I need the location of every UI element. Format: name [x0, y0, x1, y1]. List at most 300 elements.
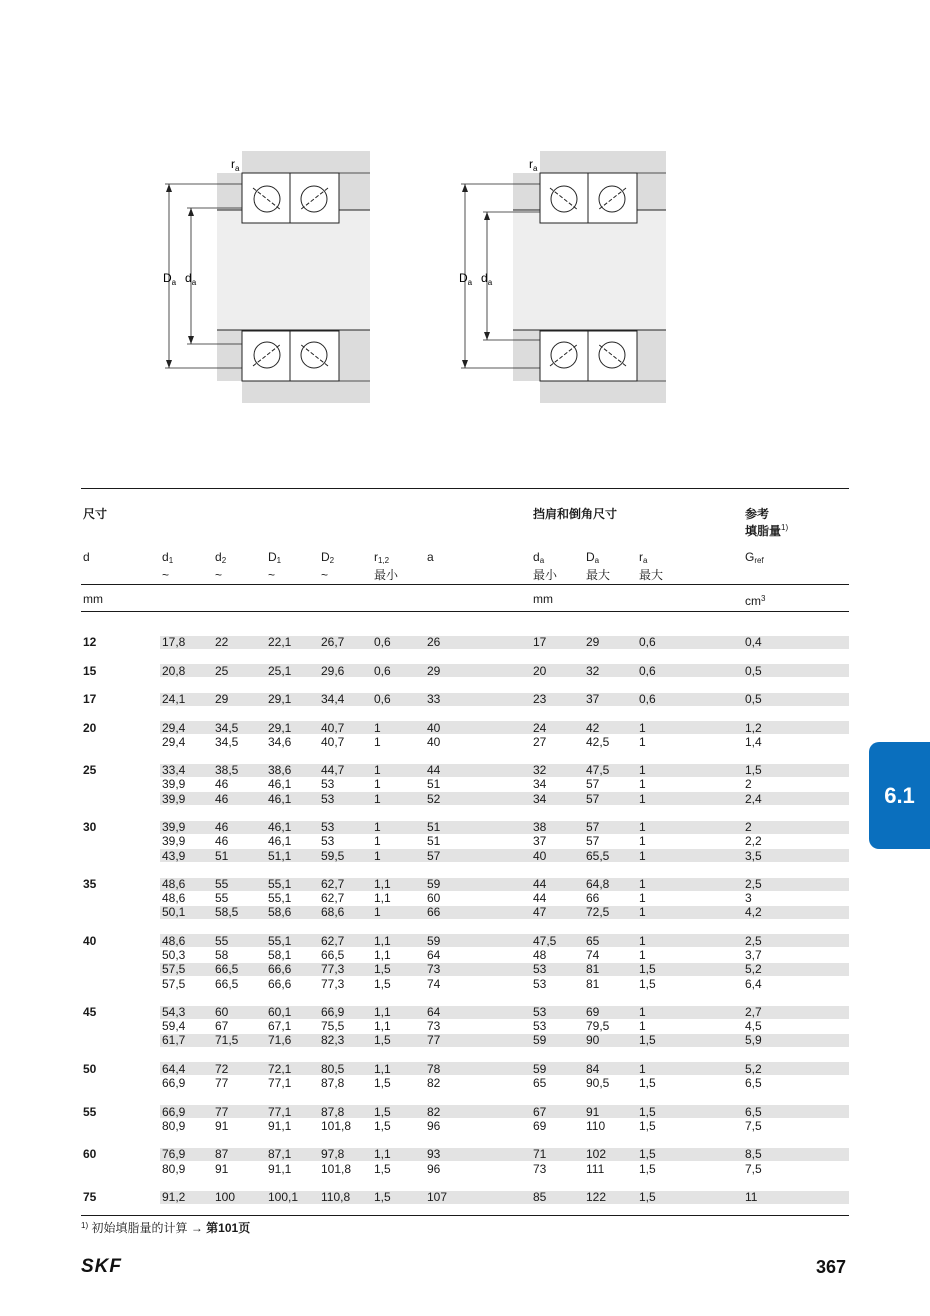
table-cell-Gref: 3 — [745, 891, 752, 906]
table-cell-D2: 53 — [321, 820, 335, 835]
bore-diameter-25: 25 — [83, 763, 97, 778]
table-cell-a: 96 — [427, 1118, 441, 1133]
table-cell-r12: 1,1 — [374, 1005, 391, 1019]
label-ra-right: $r_a$ — [529, 157, 538, 173]
table-cell-ra: 1 — [639, 933, 646, 948]
table-cell-a: 82 — [427, 1076, 441, 1091]
table-cell-D2: 101,8 — [321, 1118, 352, 1133]
table-cell-D1: 91,1 — [268, 1118, 292, 1133]
table-cell-Da: 32 — [586, 663, 600, 678]
table-cell-ra: 1,5 — [639, 1190, 656, 1204]
table-cell-d2: 72 — [215, 1061, 229, 1076]
table-cell-Gref: 3,7 — [745, 948, 762, 963]
table-cell-D1: 58,1 — [268, 948, 292, 963]
table-cell-d1: 33,4 — [162, 763, 186, 778]
table-cell-D1: 77,1 — [268, 1076, 292, 1091]
table-cell-D1: 72,1 — [268, 1061, 292, 1076]
bearing-drawing-right — [461, 151, 666, 403]
table-cell-da: 20 — [533, 663, 547, 678]
unit-rule — [81, 611, 849, 612]
table-cell-a: 73 — [427, 962, 441, 977]
table-cell-d2: 46 — [215, 791, 229, 806]
table-cell-D2: 101,8 — [321, 1161, 352, 1176]
table-cell-r12: 1,1 — [374, 1019, 391, 1034]
bore-diameter-50: 50 — [83, 1061, 97, 1076]
bore-diameter-40: 40 — [83, 933, 97, 948]
table-cell-Da: 81 — [586, 976, 600, 991]
table-cell-Da: 72,5 — [586, 905, 610, 920]
table-cell-a: 78 — [427, 1061, 441, 1076]
table-cell-d1: 24,1 — [162, 692, 186, 706]
column-header-D2: $D_2$ ~ — [321, 550, 335, 582]
table-cell-Da: 57 — [586, 791, 600, 806]
table-cell-Da: 122 — [586, 1190, 607, 1204]
table-cell-r12: 1,1 — [374, 948, 391, 963]
table-cell-ra: 0,6 — [639, 635, 656, 649]
table-cell-d1: 48,6 — [162, 933, 186, 948]
column-header-d2: $d_2$ ~ — [215, 550, 227, 582]
table-cell-da: 71 — [533, 1147, 547, 1162]
table-cell-d1: 66,9 — [162, 1076, 186, 1091]
table-cell-D1: 46,1 — [268, 820, 292, 835]
table-cell-a: 52 — [427, 791, 441, 806]
table-cell-da: 48 — [533, 948, 547, 963]
table-cell-Gref: 2,2 — [745, 834, 762, 849]
table-cell-D2: 87,8 — [321, 1076, 345, 1091]
table-cell-d1: 50,3 — [162, 948, 186, 963]
bore-diameter-15: 15 — [83, 663, 97, 678]
table-cell-d1: 76,9 — [162, 1147, 186, 1162]
table-cell-D2: 68,6 — [321, 905, 345, 920]
table-cell-Gref: 4,5 — [745, 1019, 762, 1034]
table-cell-D2: 66,9 — [321, 1005, 345, 1019]
table-cell-a: 93 — [427, 1147, 441, 1162]
table-cell-da: 53 — [533, 1005, 547, 1019]
table-cell-Da: 91 — [586, 1104, 600, 1119]
table-cell-a: 77 — [427, 1033, 441, 1048]
table-cell-ra: 1 — [639, 891, 646, 906]
table-cell-D1: 77,1 — [268, 1104, 292, 1119]
column-header-ra: $r_a$ 最大 — [639, 550, 664, 582]
column-header-Gref: $G_{ref}$ — [745, 550, 764, 565]
table-cell-da: 34 — [533, 777, 547, 792]
table-cell-d1: 64,4 — [162, 1061, 186, 1076]
label-da-right: $d_a$ — [481, 271, 493, 287]
label-Da-left: $D_a$ — [163, 271, 177, 287]
table-cell-da: 65 — [533, 1076, 547, 1091]
table-top-rule — [81, 488, 849, 489]
table-cell-a: 66 — [427, 905, 441, 920]
table-cell-da: 34 — [533, 791, 547, 806]
table-cell-d2: 87 — [215, 1147, 229, 1162]
table-cell-D1: 46,1 — [268, 834, 292, 849]
table-cell-ra: 1,5 — [639, 962, 656, 977]
bore-diameter-30: 30 — [83, 820, 97, 835]
table-cell-ra: 0,6 — [639, 663, 656, 678]
table-cell-da: 24 — [533, 720, 547, 735]
table-cell-d2: 66,5 — [215, 962, 239, 977]
table-cell-D2: 77,3 — [321, 962, 345, 977]
column-header-D1: $D_1$ ~ — [268, 550, 282, 582]
table-cell-r12: 1,5 — [374, 1190, 391, 1204]
table-cell-d2: 66,5 — [215, 976, 239, 991]
table-cell-Da: 110 — [586, 1118, 606, 1133]
table-cell-d1: 39,9 — [162, 834, 186, 849]
table-cell-ra: 1 — [639, 848, 646, 863]
table-cell-d2: 71,5 — [215, 1033, 239, 1048]
table-cell-da: 32 — [533, 763, 547, 778]
table-cell-ra: 1 — [639, 720, 646, 735]
header-rule — [81, 584, 849, 585]
bore-diameter-75: 75 — [83, 1190, 97, 1204]
table-cell-Gref: 2,4 — [745, 791, 762, 806]
table-cell-d2: 55 — [215, 877, 229, 891]
table-cell-D2: 34,4 — [321, 692, 345, 706]
table-cell-D1: 100,1 — [268, 1190, 299, 1204]
table-cell-d1: 29,4 — [162, 720, 186, 735]
table-cell-Da: 42 — [586, 720, 600, 735]
table-cell-D1: 38,6 — [268, 763, 292, 778]
table-cell-d1: 39,9 — [162, 820, 186, 835]
table-cell-d2: 38,5 — [215, 763, 239, 778]
column-header-a: a — [427, 550, 434, 564]
table-cell-da: 37 — [533, 834, 547, 849]
table-cell-da: 67 — [533, 1104, 547, 1119]
table-cell-Gref: 5,2 — [745, 962, 762, 977]
table-cell-a: 59 — [427, 877, 441, 891]
table-cell-d2: 46 — [215, 777, 229, 792]
table-cell-D2: 29,6 — [321, 663, 345, 678]
bearing-arrangement-drawings — [155, 148, 685, 410]
table-cell-D1: 34,6 — [268, 734, 292, 749]
table-cell-d1: 57,5 — [162, 962, 186, 977]
table-cell-Da: 65 — [586, 933, 600, 948]
table-cell-ra: 1 — [639, 948, 646, 963]
table-cell-a: 64 — [427, 948, 441, 963]
table-cell-a: 33 — [427, 692, 441, 706]
table-cell-r12: 1,1 — [374, 891, 391, 906]
table-cell-da: 47,5 — [533, 933, 557, 948]
table-cell-D2: 110,8 — [321, 1190, 351, 1204]
label-da-left: $d_a$ — [185, 271, 197, 287]
table-cell-a: 73 — [427, 1019, 441, 1034]
table-cell-d2: 34,5 — [215, 720, 239, 735]
table-cell-r12: 0,6 — [374, 635, 391, 649]
table-cell-ra: 1 — [639, 734, 646, 749]
table-cell-d2: 25 — [215, 663, 229, 678]
table-cell-ra: 1 — [639, 877, 646, 891]
table-cell-d1: 54,3 — [162, 1005, 186, 1019]
table-cell-ra: 1 — [639, 1005, 646, 1019]
table-cell-D1: 58,6 — [268, 905, 292, 920]
table-cell-d1: 59,4 — [162, 1019, 186, 1034]
table-cell-D1: 55,1 — [268, 933, 292, 948]
unit-reference: $cm^3$ — [745, 594, 766, 608]
table-cell-d1: 91,2 — [162, 1190, 186, 1204]
table-cell-Gref: 7,5 — [745, 1161, 762, 1176]
table-cell-D2: 40,7 — [321, 734, 345, 749]
table-cell-d2: 91 — [215, 1118, 229, 1133]
table-cell-Gref: 2,5 — [745, 933, 762, 948]
table-cell-Gref: 2 — [745, 820, 752, 835]
table-cell-a: 51 — [427, 777, 441, 792]
skf-logo: SKF — [81, 1256, 122, 1277]
footnote-link[interactable]: 第101页 — [206, 1221, 251, 1235]
table-cell-Da: 57 — [586, 820, 600, 835]
table-cell-ra: 1 — [639, 791, 646, 806]
bore-diameter-60: 60 — [83, 1147, 97, 1162]
group-grease: 填脂量$^{1)}$ — [745, 523, 789, 538]
table-cell-d1: 39,9 — [162, 777, 186, 792]
table-cell-Da: 79,5 — [586, 1019, 610, 1034]
table-cell-d2: 60 — [215, 1005, 229, 1019]
table-cell-D2: 97,8 — [321, 1147, 345, 1162]
table-cell-d1: 29,4 — [162, 734, 186, 749]
table-cell-da: 53 — [533, 976, 547, 991]
footnote: $^{1)}$ 初始填脂量的计算 → 第101页 — [81, 1221, 251, 1235]
table-cell-D2: 40,7 — [321, 720, 345, 735]
table-cell-d2: 77 — [215, 1076, 229, 1091]
table-cell-r12: 1,5 — [374, 1161, 391, 1176]
table-cell-Gref: 0,4 — [745, 635, 762, 649]
table-cell-D1: 46,1 — [268, 777, 292, 792]
table-cell-da: 38 — [533, 820, 547, 835]
table-cell-d2: 22 — [215, 635, 229, 649]
table-cell-a: 96 — [427, 1161, 441, 1176]
table-cell-d1: 48,6 — [162, 877, 186, 891]
table-cell-ra: 1 — [639, 1019, 646, 1034]
label-Da-right: $D_a$ — [459, 271, 473, 287]
table-cell-D1: 29,1 — [268, 692, 292, 706]
table-cell-Da: 42,5 — [586, 734, 610, 749]
bore-diameter-12: 12 — [83, 635, 97, 649]
table-cell-a: 107 — [427, 1190, 448, 1204]
table-cell-r12: 1 — [374, 820, 381, 835]
table-cell-ra: 1,5 — [639, 1076, 656, 1091]
table-cell-d1: 80,9 — [162, 1118, 186, 1133]
table-cell-a: 57 — [427, 848, 441, 863]
table-cell-Da: 65,5 — [586, 848, 610, 863]
table-cell-Da: 37 — [586, 692, 600, 706]
table-cell-da: 53 — [533, 962, 547, 977]
table-cell-da: 44 — [533, 877, 547, 891]
table-cell-D1: 87,1 — [268, 1147, 292, 1162]
table-cell-da: 27 — [533, 734, 547, 749]
table-cell-Da: 90 — [586, 1033, 600, 1048]
table-cell-r12: 1,5 — [374, 1033, 391, 1048]
table-cell-r12: 1,5 — [374, 1104, 391, 1119]
table-cell-D1: 55,1 — [268, 877, 292, 891]
table-cell-ra: 1,5 — [639, 1118, 656, 1133]
table-cell-ra: 1,5 — [639, 1161, 656, 1176]
table-cell-Da: 57 — [586, 777, 600, 792]
table-cell-da: 44 — [533, 891, 547, 906]
table-cell-r12: 1 — [374, 777, 381, 792]
table-cell-d1: 20,8 — [162, 663, 186, 678]
table-cell-Gref: 2,7 — [745, 1005, 762, 1019]
table-cell-r12: 1,5 — [374, 976, 391, 991]
table-cell-d2: 29 — [215, 692, 229, 706]
bore-diameter-45: 45 — [83, 1005, 97, 1019]
table-cell-Gref: 0,5 — [745, 663, 762, 678]
table-cell-d1: 17,8 — [162, 635, 186, 649]
table-cell-d2: 58 — [215, 948, 229, 963]
table-cell-d1: 61,7 — [162, 1033, 186, 1048]
table-cell-r12: 1,5 — [374, 1076, 391, 1091]
table-cell-Gref: 3,5 — [745, 848, 762, 863]
table-cell-D2: 66,5 — [321, 948, 345, 963]
table-cell-Da: 64,8 — [586, 877, 610, 891]
table-cell-Da: 84 — [586, 1061, 600, 1076]
table-cell-Gref: 5,2 — [745, 1061, 762, 1076]
table-cell-Da: 29 — [586, 635, 600, 649]
table-cell-da: 17 — [533, 635, 547, 649]
table-cell-d2: 67 — [215, 1019, 229, 1034]
table-cell-r12: 1,1 — [374, 1061, 391, 1076]
table-cell-d2: 100 — [215, 1190, 236, 1204]
table-cell-da: 69 — [533, 1118, 547, 1133]
table-cell-D1: 91,1 — [268, 1161, 292, 1176]
table-cell-Da: 102 — [586, 1147, 607, 1162]
table-cell-ra: 1,5 — [639, 1147, 656, 1162]
table-cell-D2: 62,7 — [321, 933, 345, 948]
table-cell-d2: 58,5 — [215, 905, 239, 920]
table-cell-da: 23 — [533, 692, 547, 706]
table-cell-ra: 1 — [639, 905, 646, 920]
table-cell-D2: 75,5 — [321, 1019, 345, 1034]
table-cell-D2: 44,7 — [321, 763, 345, 778]
table-cell-D1: 51,1 — [268, 848, 292, 863]
table-cell-Gref: 11 — [745, 1190, 758, 1204]
unit-abutment: mm — [533, 592, 553, 606]
table-cell-ra: 1 — [639, 820, 646, 835]
table-cell-da: 40 — [533, 848, 547, 863]
table-cell-a: 74 — [427, 976, 441, 991]
table-cell-D1: 22,1 — [268, 635, 292, 649]
table-cell-d1: 43,9 — [162, 848, 186, 863]
table-cell-d1: 57,5 — [162, 976, 186, 991]
table-cell-a: 64 — [427, 1005, 441, 1019]
table-cell-Da: 81 — [586, 962, 600, 977]
table-cell-Gref: 7,5 — [745, 1118, 762, 1133]
table-cell-Gref: 6,5 — [745, 1104, 762, 1119]
table-cell-Gref: 1,4 — [745, 734, 762, 749]
page-number: 367 — [816, 1257, 847, 1277]
table-cell-ra: 1 — [639, 834, 646, 849]
table-cell-Da: 66 — [586, 891, 600, 906]
table-cell-r12: 1,1 — [374, 933, 391, 948]
table-cell-Da: 69 — [586, 1005, 600, 1019]
table-cell-Gref: 5,9 — [745, 1033, 762, 1048]
table-cell-d1: 48,6 — [162, 891, 186, 906]
table-cell-a: 40 — [427, 720, 441, 735]
bearing-drawing-left — [165, 151, 370, 403]
table-cell-r12: 1 — [374, 791, 381, 806]
table-cell-r12: 1 — [374, 905, 381, 920]
column-header-da: $d_a$ 最小 — [533, 550, 558, 582]
table-cell-D1: 66,6 — [268, 962, 292, 977]
table-cell-Gref: 2,5 — [745, 877, 762, 891]
table-cell-D2: 53 — [321, 791, 335, 806]
table-cell-a: 44 — [427, 763, 441, 778]
table-cell-da: 47 — [533, 905, 547, 920]
table-cell-r12: 1,5 — [374, 962, 391, 977]
table-cell-d1: 66,9 — [162, 1104, 186, 1119]
table-cell-Gref: 8,5 — [745, 1147, 762, 1162]
table-cell-Gref: 0,5 — [745, 692, 762, 706]
table-cell-Gref: 1,5 — [745, 763, 762, 778]
table-cell-d2: 91 — [215, 1161, 229, 1176]
table-cell-da: 59 — [533, 1061, 547, 1076]
table-cell-ra: 1,5 — [639, 1033, 656, 1048]
column-header-d1: $d_1$ ~ — [162, 550, 174, 582]
table-cell-r12: 1 — [374, 763, 381, 778]
table-cell-Gref: 2 — [745, 777, 752, 792]
table-cell-r12: 1,1 — [374, 877, 391, 891]
column-header-d: d — [83, 550, 90, 564]
column-header-Da: $D_a$ 最大 — [586, 550, 611, 582]
table-cell-da: 53 — [533, 1019, 547, 1034]
label-ra-left: $r_a$ — [231, 157, 240, 173]
table-cell-r12: 0,6 — [374, 663, 391, 678]
table-cell-D1: 46,1 — [268, 791, 292, 806]
bore-diameter-55: 55 — [83, 1104, 97, 1119]
table-cell-D2: 77,3 — [321, 976, 345, 991]
table-cell-r12: 1,5 — [374, 1118, 391, 1133]
table-cell-d2: 77 — [215, 1104, 229, 1119]
table-cell-D2: 53 — [321, 834, 335, 849]
bore-diameter-35: 35 — [83, 877, 97, 891]
table-cell-r12: 1 — [374, 848, 381, 863]
table-cell-Da: 90,5 — [586, 1076, 610, 1091]
table-cell-D1: 67,1 — [268, 1019, 292, 1034]
table-cell-Da: 74 — [586, 948, 600, 963]
table-cell-d1: 50,1 — [162, 905, 186, 920]
table-cell-Gref: 4,2 — [745, 905, 762, 920]
table-cell-da: 85 — [533, 1190, 547, 1204]
group-abutment: 挡肩和倒角尺寸 — [533, 507, 618, 521]
table-cell-d1: 39,9 — [162, 791, 186, 806]
table-cell-a: 60 — [427, 891, 441, 906]
section-tab[interactable]: 6.1 — [869, 742, 930, 849]
table-cell-da: 59 — [533, 1033, 547, 1048]
table-cell-Gref: 6,4 — [745, 976, 762, 991]
table-cell-ra: 1 — [639, 1061, 646, 1076]
table-cell-d2: 46 — [215, 820, 229, 835]
group-reference: 参考 — [745, 507, 770, 521]
table-cell-D1: 71,6 — [268, 1033, 292, 1048]
table-cell-r12: 0,6 — [374, 692, 391, 706]
table-cell-r12: 1 — [374, 720, 381, 735]
table-cell-a: 29 — [427, 663, 441, 678]
table-cell-a: 40 — [427, 734, 441, 749]
table-cell-d2: 46 — [215, 834, 229, 849]
table-cell-d2: 51 — [215, 848, 229, 863]
table-cell-Da: 111 — [586, 1161, 605, 1176]
table-cell-D2: 53 — [321, 777, 335, 792]
table-cell-D1: 66,6 — [268, 976, 292, 991]
table-cell-D2: 62,7 — [321, 891, 345, 906]
table-cell-D2: 59,5 — [321, 848, 345, 863]
table-cell-ra: 1 — [639, 777, 646, 792]
table-cell-D1: 25,1 — [268, 663, 292, 678]
table-cell-Da: 47,5 — [586, 763, 610, 778]
table-cell-D2: 87,8 — [321, 1104, 345, 1119]
bore-diameter-17: 17 — [83, 692, 97, 706]
table-cell-r12: 1 — [374, 834, 381, 849]
table-bottom-rule — [81, 1215, 849, 1216]
table-cell-ra: 0,6 — [639, 692, 656, 706]
